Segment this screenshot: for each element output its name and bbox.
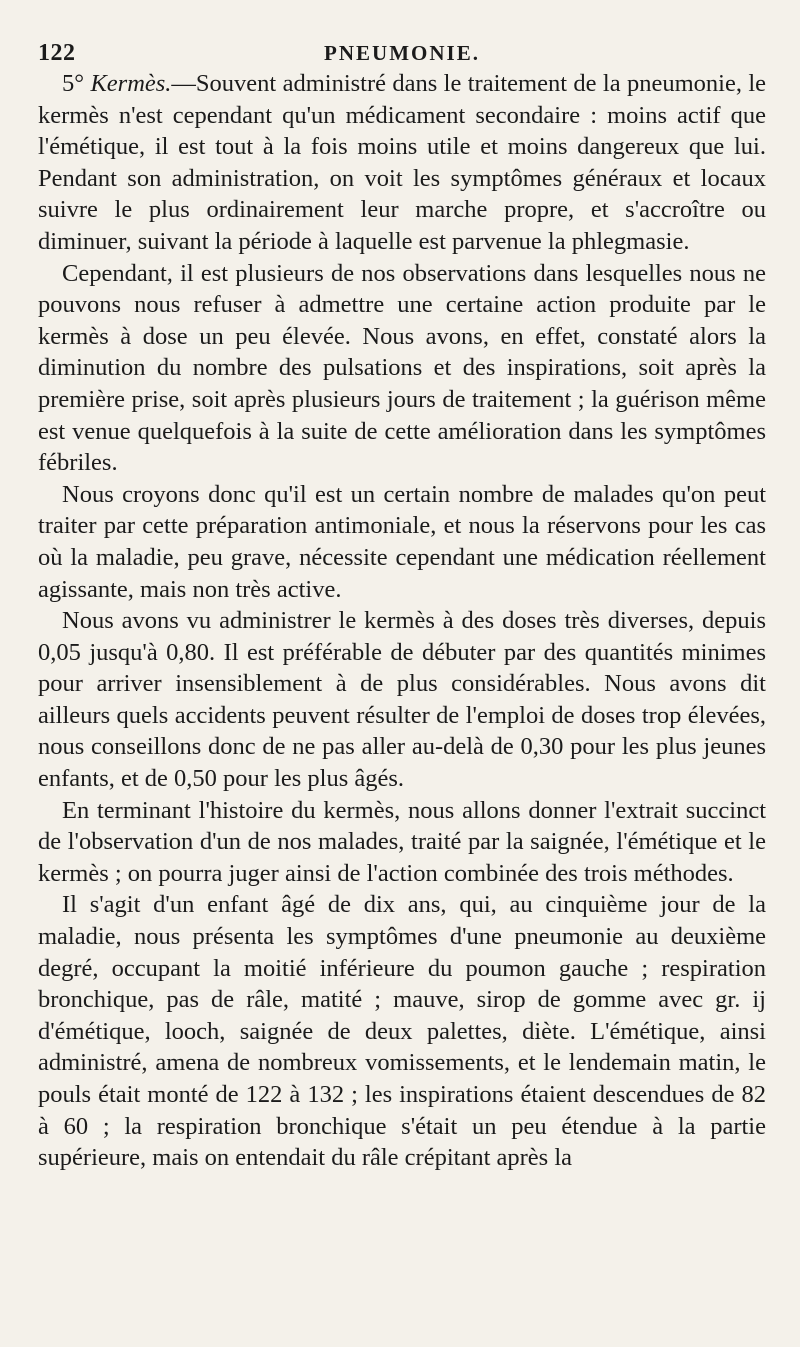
paragraph: Cependant, il est plusieurs de nos observations dans lesquelles nous ne pouvons nous refuser à admettre une certaine action produite par le kermès à dose un peu élevée. Nous avons, en effet, constaté alors la diminution du nombre des pulsations et des inspirations, soit après la première prise, soit après plusieurs jours de traitement ; la guérison même est venue quelquefois à la suite de cette amélioration dans les symptômes fébriles.	[38, 259, 766, 477]
paragraph: En terminant l'histoire du kermès, nous allons donner l'extrait succinct de l'observation d'un de nos malades, traité par la saignée, l'émétique et le kermès ; on pourra juger ainsi de l'action combinée des trois méthodes.	[38, 796, 766, 887]
body-text	[38, 68, 766, 1174]
running-head	[38, 32, 766, 66]
section-lead: —Souvent administré dans le traitement de la pneumonie, le kermès n'est cependant qu'un médicament secondaire : moins actif que l'émétique, il est tout à la fois moins utile et moins dangereux que lui. Pendant son administration, on voit les symptômes généraux et locaux suivre le plus ordinairement leur marche propre, et s'accroître ou diminuer, suivant la période à laquelle est parvenue la phlegmasie.	[38, 70, 766, 255]
section-paragraph	[38, 68, 766, 258]
section-title: Kermès.	[90, 70, 172, 97]
paragraph: Nous avons vu administrer le kermès à des doses très diverses, depuis 0,05 jusqu'à 0,80. Il est préférable de débuter par des quantités minimes pour arriver insensiblement à de plus considérables. Nous avons dit ailleurs quels accidents peuvent résulter de l'emploi de doses trop élevées, nous conseillons donc de ne pas aller au-delà de 0,30 pour les plus jeunes enfants, et de 0,50 pour les plus âgés.	[38, 607, 766, 793]
page-number: 122	[38, 40, 76, 66]
running-title: PNEUMONIE.	[324, 41, 480, 65]
paragraph: Nous croyons donc qu'il est un certain nombre de malades qu'on peut traiter par cette préparation antimoniale, et nous la réservons pour les cas où la maladie, peu grave, nécessite cependant une médication réellement agissante, mais non très active.	[38, 480, 766, 603]
section-number: 5°	[62, 70, 85, 97]
paragraph: Il s'agit d'un enfant âgé de dix ans, qui, au cinquième jour de la maladie, nous présenta les symptômes d'une pneumonie au deuxième degré, occupant la moitié inférieure du poumon gauche ; respiration bronchique, pas de râle, matité ; mauve, sirop de gomme avec gr. ij d'émétique, looch, saignée de deux palettes, diète. L'émétique, ainsi administré, amena de nombreux vomissements, et le lendemain matin, le pouls était monté de 122 à 132 ; les inspirations étaient descendues de 82 à 60 ; la respiration bronchique s'était un peu étendue à la partie supérieure, mais on entendait du râle crépitant après la	[38, 891, 766, 1172]
